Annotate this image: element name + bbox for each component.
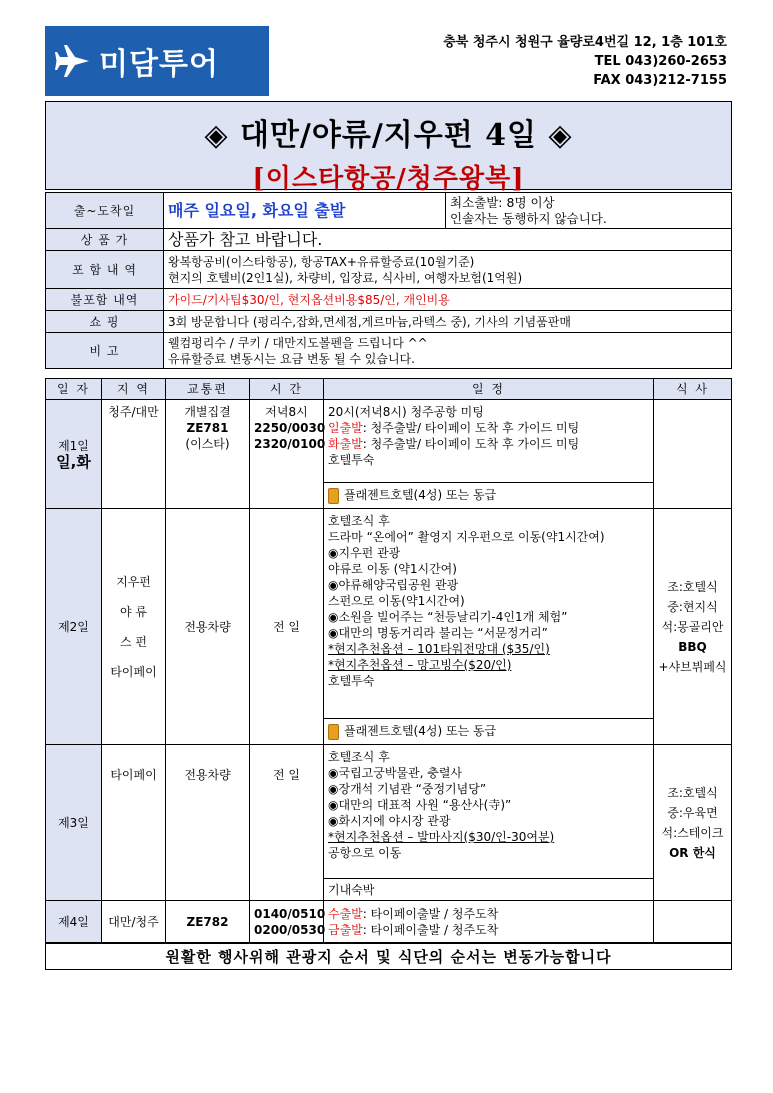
shopping-label: 쇼 핑 xyxy=(46,311,164,333)
tour-title: ◈ 대만/야류/지우펀 4일 ◈ xyxy=(204,118,573,153)
header-meals: 식 사 xyxy=(654,379,732,400)
day3-itinerary xyxy=(324,745,654,879)
day2-row xyxy=(46,509,732,719)
region-item: 타이페이 xyxy=(110,664,157,679)
friday-departure: 금출발 xyxy=(328,922,363,937)
day2-meals xyxy=(654,509,732,745)
itinerary-line: 20시(저녁8시) 청주공항 미팅 xyxy=(328,405,484,419)
itinerary-line: 드라마 “온에어” 촬영지 지우펀으로 이동(약1시간여) xyxy=(328,530,605,544)
flight-code: ZE781 xyxy=(186,421,229,435)
day2-transport: 전용차량 xyxy=(166,509,250,745)
day2-time: 전 일 xyxy=(250,509,324,745)
schedule-table xyxy=(45,378,732,943)
itinerary-line: ◉국립고궁박물관, 충렬사 xyxy=(328,766,463,780)
day1-meals xyxy=(654,400,732,509)
day3-meals xyxy=(654,745,732,901)
day4-row xyxy=(46,901,732,943)
day4-itinerary xyxy=(324,901,654,943)
excluded-label: 불포함 내역 xyxy=(46,289,164,311)
region-item: 야 류 xyxy=(120,604,147,619)
meal-item: 조:호텔식 xyxy=(667,579,718,594)
itinerary-line: ◉화시지에 야시장 관광 xyxy=(328,814,451,828)
day1-row xyxy=(46,400,732,483)
note-line: 유류할증료 변동시는 요금 변동 될 수 있습니다. xyxy=(168,351,415,366)
itinerary-line: 호텔조식 후 xyxy=(328,750,390,764)
transport-line: (이스타) xyxy=(185,437,230,451)
day3-stay: 기내숙박 xyxy=(324,879,654,901)
header-date: 일 자 xyxy=(46,379,102,400)
meal-item: 조:호텔식 xyxy=(667,785,718,800)
included-label: 포 함 내 역 xyxy=(46,251,164,289)
sunday-departure: 일출발 xyxy=(328,421,363,435)
included-line: 왕복항공비(이스타항공), 항공TAX+유류할증료(10월기준) xyxy=(168,254,475,269)
footer-table xyxy=(45,943,732,970)
day1-hotel xyxy=(324,483,654,509)
itinerary-text: : 타이페이출발 / 청주도착 xyxy=(362,922,499,937)
itinerary-line: 스펀으로 이동(약1시간여) xyxy=(328,594,465,608)
hotel-name: 플래젠트호텔(4성) 또는 동급 xyxy=(344,488,497,503)
title-banner xyxy=(45,101,732,194)
itinerary-line: 호텔투숙 xyxy=(328,674,375,688)
dates-label: 출~도착일 xyxy=(46,193,164,229)
logo-text: 미담투어 xyxy=(99,47,219,82)
itinerary-line: 호텔투숙 xyxy=(328,453,375,467)
included-line: 현지의 호텔비(2인1실), 차량비, 입장료, 식사비, 여행자보험(1억원) xyxy=(168,270,523,285)
excluded-value: 가이드/기사팁$30/인, 현지옵션비용$85/인, 개인비용 xyxy=(164,289,732,311)
note-label: 비 고 xyxy=(46,333,164,369)
optional-tour: *현지추천옵션 – 망고빙수($20/인) xyxy=(328,658,512,672)
itinerary-line: ◉장개석 기념관 “중정기념당” xyxy=(328,782,487,796)
footer-note: 원활한 행사위해 관광지 순서 및 식단의 순서는 변동가능합니다 xyxy=(46,944,732,970)
day1-itinerary xyxy=(324,400,654,483)
day4-meals xyxy=(654,901,732,943)
optional-tour: *현지추천옵션 – 101타워전망대 ($35/인) xyxy=(328,642,550,656)
company-contact xyxy=(443,33,727,90)
day4-region: 대만/청주 xyxy=(102,901,166,943)
optional-tour: *현지추천옵션 – 발마사지($30/인-30여분) xyxy=(328,830,555,844)
time-line: 0140/0510 xyxy=(254,906,326,921)
meal-item: 석:스테이크 xyxy=(661,825,724,840)
company-logo xyxy=(45,26,269,96)
day2-label: 제2일 xyxy=(46,509,102,745)
itinerary-line: ◉소원을 빌어주는 “천등날리기-4인1개 체험” xyxy=(328,610,568,624)
day1-region: 청주/대만 xyxy=(102,400,166,509)
price-label: 상 품 가 xyxy=(46,229,164,251)
header-transport: 교통편 xyxy=(166,379,250,400)
meal-item: OR 한식 xyxy=(669,845,716,860)
note-value xyxy=(164,333,732,369)
itinerary-line xyxy=(328,922,649,938)
dates-value: 매주 일요일, 화요일 출발 xyxy=(164,193,446,229)
day4-label: 제4일 xyxy=(46,901,102,943)
itinerary-line xyxy=(328,906,649,922)
itinerary-line: 야류로 이동 (약1시간여) xyxy=(328,562,457,576)
hotel-icon xyxy=(328,724,339,740)
region-item: 지우펀 xyxy=(116,574,151,589)
note-line: 웰컴펑리수 / 쿠키 / 대만지도볼펜을 드립니다 ^^ xyxy=(168,335,428,350)
meal-item: BBQ xyxy=(678,639,707,654)
tour-subtitle: [이스타항공/청주왕복] xyxy=(252,164,525,194)
time-line: 2250/0030 xyxy=(254,421,326,435)
day4-times xyxy=(250,901,324,943)
day3-row xyxy=(46,745,732,879)
meal-item: +샤브뷔페식 xyxy=(658,659,727,674)
meal-item: 중:우육면 xyxy=(667,805,718,820)
itinerary-line xyxy=(328,436,649,452)
header-region: 지 역 xyxy=(102,379,166,400)
day2-regions xyxy=(102,509,166,745)
shopping-value: 3회 방문합니다 (펑리수,잡화,면세점,게르마늄,라텍스 중), 기사의 기념품판매 xyxy=(164,311,732,333)
hotel-name: 플래젠트호텔(4성) 또는 동급 xyxy=(344,724,497,739)
day-of-week: 일,화 xyxy=(56,453,91,471)
price-value: 상품가 참고 바랍니다. xyxy=(164,229,732,251)
departure-notes xyxy=(446,193,732,229)
hotel-icon xyxy=(328,488,339,504)
transport-line: 개별집결 xyxy=(184,405,231,419)
day3-label: 제3일 xyxy=(46,745,102,901)
header-itinerary: 일 정 xyxy=(324,379,654,400)
company-tel: TEL 043)260-2653 xyxy=(594,54,727,69)
day3-region: 타이페이 xyxy=(102,745,166,901)
header-time: 시 간 xyxy=(250,379,324,400)
tuesday-departure: 화출발 xyxy=(328,437,363,451)
itinerary-text: : 청주출발/ 타이페이 도착 후 가이드 미팅 xyxy=(362,421,580,435)
itinerary-line: ◉대만의 대표적 사원 “용산사(寺)” xyxy=(328,798,512,812)
day2-hotel xyxy=(324,719,654,745)
itinerary-text: : 청주출발/ 타이페이 도착 후 가이드 미팅 xyxy=(362,437,580,451)
schedule-header-row xyxy=(46,379,732,400)
time-line: 0200/0530 xyxy=(254,922,326,937)
company-fax: FAX 043)212-7155 xyxy=(593,73,727,88)
info-table xyxy=(45,192,732,369)
day1-times xyxy=(250,400,324,509)
day1-transport xyxy=(166,400,250,509)
day-number: 제1일 xyxy=(58,439,89,453)
time-line: 2320/0100 xyxy=(254,437,326,451)
itinerary-line: ◉대만의 명동거리라 불리는 “서문정거리” xyxy=(328,626,548,640)
day2-itinerary xyxy=(324,509,654,719)
wednesday-departure: 수출발 xyxy=(328,906,363,921)
airplane-icon xyxy=(55,43,91,79)
time-line: 저녁8시 xyxy=(265,405,308,419)
min-people: 최소출발: 8명 이상 xyxy=(450,194,555,210)
region-item: 스 펀 xyxy=(120,634,147,649)
guide-note: 인솔자는 동행하지 않습니다. xyxy=(450,210,607,226)
itinerary-line: 호텔조식 후 xyxy=(328,514,390,528)
itinerary-line: ◉지우펀 관광 xyxy=(328,546,401,560)
itinerary-line: 공항으로 이동 xyxy=(328,846,402,860)
company-address: 충북 청주시 청원구 율량로4번길 12, 1층 101호 xyxy=(443,35,727,50)
day3-time: 전 일 xyxy=(250,745,324,901)
itinerary-text: : 타이페이출발 / 청주도착 xyxy=(362,906,499,921)
meal-item: 석:몽골리안 xyxy=(661,619,724,634)
day3-transport: 전용차량 xyxy=(166,745,250,901)
meal-item: 중:현지식 xyxy=(667,599,718,614)
included-value xyxy=(164,251,732,289)
itinerary-line xyxy=(328,420,649,436)
day1-label xyxy=(46,400,102,509)
itinerary-line: ◉야류해양국립공원 관광 xyxy=(328,578,459,592)
day4-transport: ZE782 xyxy=(166,901,250,943)
